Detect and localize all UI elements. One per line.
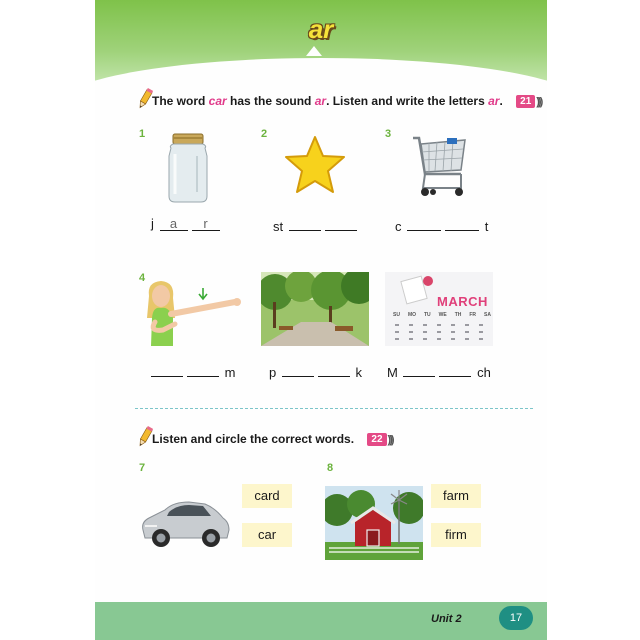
- day-label: FR: [469, 312, 477, 318]
- calendar-month: MARCH: [437, 294, 488, 309]
- letter-suffix: t: [484, 219, 489, 234]
- answer-blank[interactable]: [439, 362, 471, 377]
- pencil-icon: [137, 426, 153, 448]
- item-6-answer: [387, 362, 491, 380]
- answer-blank[interactable]: [407, 216, 441, 231]
- answer-blank[interactable]: r: [192, 216, 220, 231]
- day-label: TU: [423, 312, 431, 318]
- answer-blank[interactable]: [151, 362, 183, 377]
- letter-prefix: p: [269, 365, 277, 380]
- audio-track-badge[interactable]: 21: [516, 95, 535, 108]
- letter-prefix: c: [395, 219, 402, 234]
- calendar-day-headers: [393, 312, 491, 318]
- day-label: MO: [407, 312, 416, 318]
- item-number: 3: [385, 128, 392, 140]
- workbook-page: [95, 0, 547, 640]
- answer-blank[interactable]: [318, 362, 350, 377]
- instr-letters: ar: [488, 94, 500, 108]
- page-number: 17: [499, 606, 533, 630]
- letter-suffix: k: [355, 365, 362, 380]
- farm-image: [325, 486, 423, 560]
- item-3-answer: [395, 216, 488, 234]
- item-4-answer: [149, 362, 235, 380]
- girl-arm-image: [141, 278, 245, 348]
- instr-text: .: [499, 94, 503, 108]
- letter-prefix: M: [387, 365, 398, 380]
- word-option-firm[interactable]: firm: [431, 523, 481, 547]
- letter-prefix: st: [273, 219, 284, 234]
- answer-blank[interactable]: [282, 362, 314, 377]
- answer-blank[interactable]: [403, 362, 435, 377]
- word-option-car[interactable]: car: [242, 523, 292, 547]
- item-5-answer: [269, 362, 362, 380]
- item-number: 4: [139, 272, 146, 284]
- answer-blank[interactable]: [289, 216, 321, 231]
- letter-prefix: j: [151, 216, 154, 231]
- march-calendar-image: [385, 272, 493, 346]
- day-label: TH: [454, 312, 462, 318]
- item-2-answer: [273, 216, 359, 234]
- word-option-card[interactable]: card: [242, 484, 292, 508]
- pin-icon: [423, 276, 433, 286]
- park-image: [261, 272, 369, 346]
- instr-sound: ar: [314, 94, 327, 108]
- page-title: ar: [308, 14, 334, 44]
- letter-suffix: ch: [477, 365, 491, 380]
- day-label: WE: [438, 312, 447, 318]
- answer-blank[interactable]: [445, 216, 479, 231]
- star-image: [283, 134, 347, 196]
- answer-blank[interactable]: [187, 362, 219, 377]
- item-number: 8: [327, 462, 334, 474]
- page-footer: [95, 602, 547, 640]
- answer-blank[interactable]: [325, 216, 357, 231]
- pencil-icon: [137, 88, 153, 110]
- section-divider: [135, 408, 533, 409]
- exercise2-instruction: [152, 432, 393, 446]
- day-label: SU: [393, 312, 400, 318]
- audio-icon[interactable]: ))): [387, 433, 393, 446]
- item-number: 2: [261, 128, 268, 140]
- car-image: [139, 492, 231, 550]
- item-number: 1: [139, 128, 146, 140]
- audio-track-badge[interactable]: 22: [367, 433, 386, 446]
- item-1-answer: [151, 216, 222, 231]
- header-banner: [95, 0, 547, 85]
- item-number: 7: [139, 462, 146, 474]
- instr-text: has the sound: [226, 94, 315, 108]
- letter-suffix: m: [224, 365, 236, 380]
- shopping-cart-image: [405, 128, 469, 200]
- audio-icon[interactable]: ))): [536, 95, 542, 108]
- header-notch: [306, 46, 322, 56]
- unit-label: Unit 2: [431, 613, 462, 625]
- word-option-farm[interactable]: farm: [431, 484, 481, 508]
- instr-text: Listen and circle the correct words.: [152, 432, 355, 446]
- day-label: SA: [484, 312, 491, 318]
- instr-text: The word: [152, 94, 209, 108]
- exercise1-instruction: [152, 94, 541, 108]
- jar-image: [165, 132, 211, 204]
- instr-word: car: [208, 94, 227, 108]
- calendar-grid: [393, 322, 489, 344]
- answer-blank[interactable]: a: [160, 216, 188, 231]
- instr-text: . Listen and write the letters: [326, 94, 489, 108]
